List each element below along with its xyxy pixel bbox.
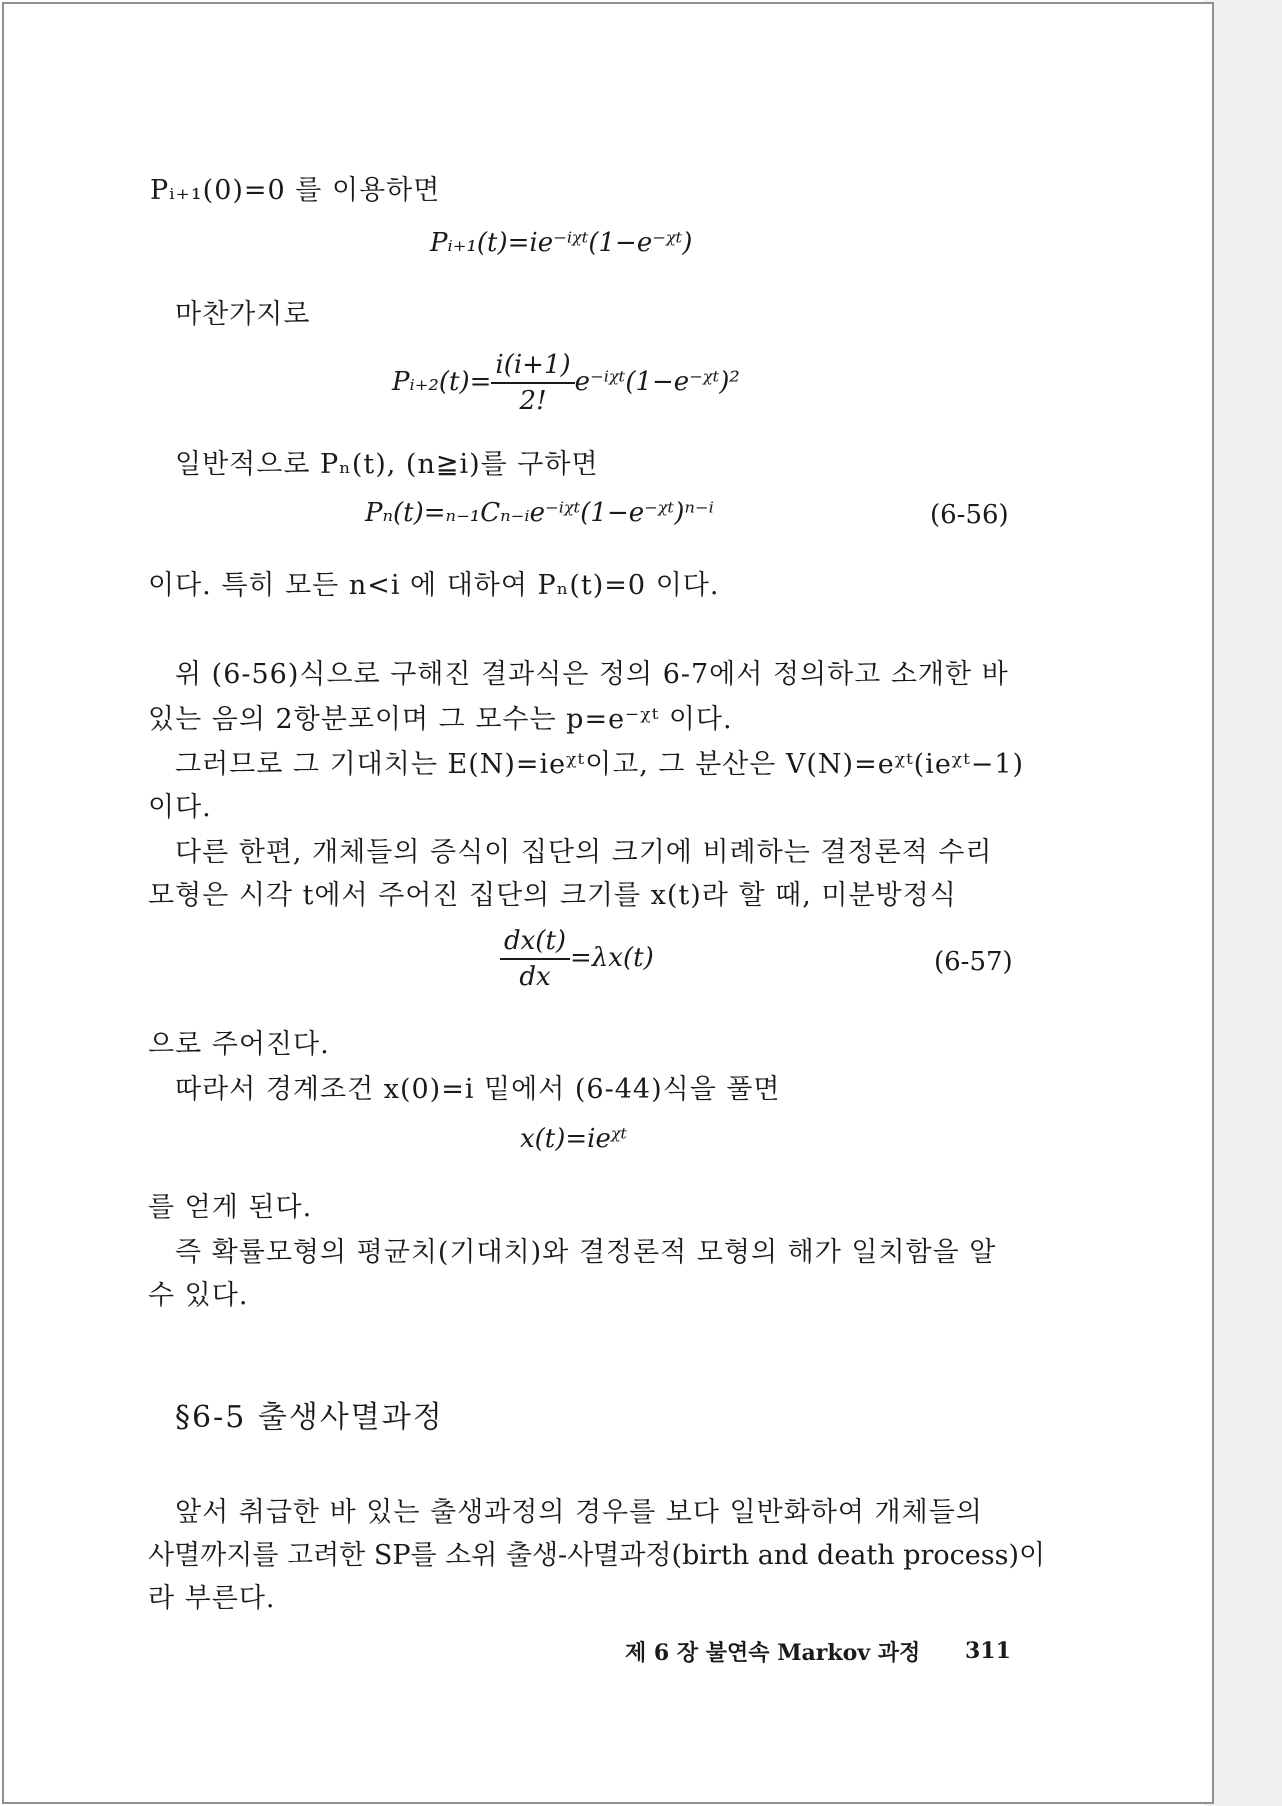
equation-number: (6-56) [930,500,1009,530]
text-line: 이다. [148,792,212,823]
fraction [491,350,574,416]
text-line: 사멸까지를 고려한 SP를 소위 출생-사멸과정(birth and death process)이 [148,1540,1046,1571]
text-line: 앞서 취급한 바 있는 출생과정의 경우를 보다 일반화하여 개체들의 [175,1497,983,1528]
fraction-numerator: i(i+1) [491,350,574,384]
text-line: 그러므로 그 기대치는 E(N)=ieᵡᵗ이고, 그 분산은 V(N)=eᵡᵗ(ieᵡᵗ−1) [175,749,1025,780]
equation-left: Pᵢ₊₂(t)= [392,367,492,397]
equation: Pₙ(t)=ₙ₋₁Cₙ₋ᵢe⁻ⁱᵡᵗ(1−e⁻ᵡᵗ)ⁿ⁻ⁱ [365,498,714,528]
equation-fraction [392,350,740,416]
viewer-background [1204,0,1282,1806]
text-line: 라 부른다. [148,1583,276,1614]
fraction-denominator: dx [519,962,551,992]
text-line: 마찬가지로 [175,299,311,330]
text-line: 다른 한편, 개체들의 증식이 집단의 크기에 비례하는 결정론적 수리 [175,837,993,868]
text-line: 있는 음의 2항분포이며 그 모수는 p=e⁻ᵡᵗ 이다. [148,704,733,735]
text-line: 위 (6-56)식으로 구해진 결과식은 정의 6-7에서 정의하고 소개한 바 [175,659,1009,690]
text-line: 즉 확률모형의 평균치(기대치)와 결정론적 모형의 해가 일치함을 알 [175,1237,997,1268]
text-line: 를 얻게 된다. [148,1192,313,1223]
equation-fraction [500,926,654,992]
text-line: 따라서 경계조건 x(0)=i 밑에서 (6-44)식을 풀면 [175,1074,781,1105]
fraction-denominator: 2! [519,386,547,416]
text-line: 으로 주어진다. [148,1029,330,1060]
fraction-numerator: dx(t) [500,926,570,960]
text-line: Pᵢ₊₁(0)=0 를 이용하면 [150,175,441,206]
page-number: 311 [965,1638,1011,1664]
text-line: 모형은 시각 t에서 주어진 집단의 크기를 x(t)라 할 때, 미분방정식 [148,880,957,911]
equation-right: =λx(t) [570,943,654,973]
equation-number: (6-57) [934,947,1013,977]
equation: Pᵢ₊₁(t)=ie⁻ⁱᵡᵗ(1−e⁻ᵡᵗ) [430,228,693,258]
equation-right: e⁻ⁱᵡᵗ(1−e⁻ᵡᵗ)² [574,367,740,397]
fraction [500,926,570,992]
equation: x(t)=ieᵡᵗ [520,1124,628,1154]
text-line: 일반적으로 Pₙ(t), (n≧i)를 구하면 [175,449,599,480]
text-line: 이다. 특히 모든 n<i 에 대하여 Pₙ(t)=0 이다. [148,570,720,601]
text-line: 수 있다. [148,1280,249,1311]
running-footer: 제 6 장 불연속 Markov 과정 [625,1640,921,1666]
section-heading: §6-5 출생사멸과정 [175,1400,444,1435]
